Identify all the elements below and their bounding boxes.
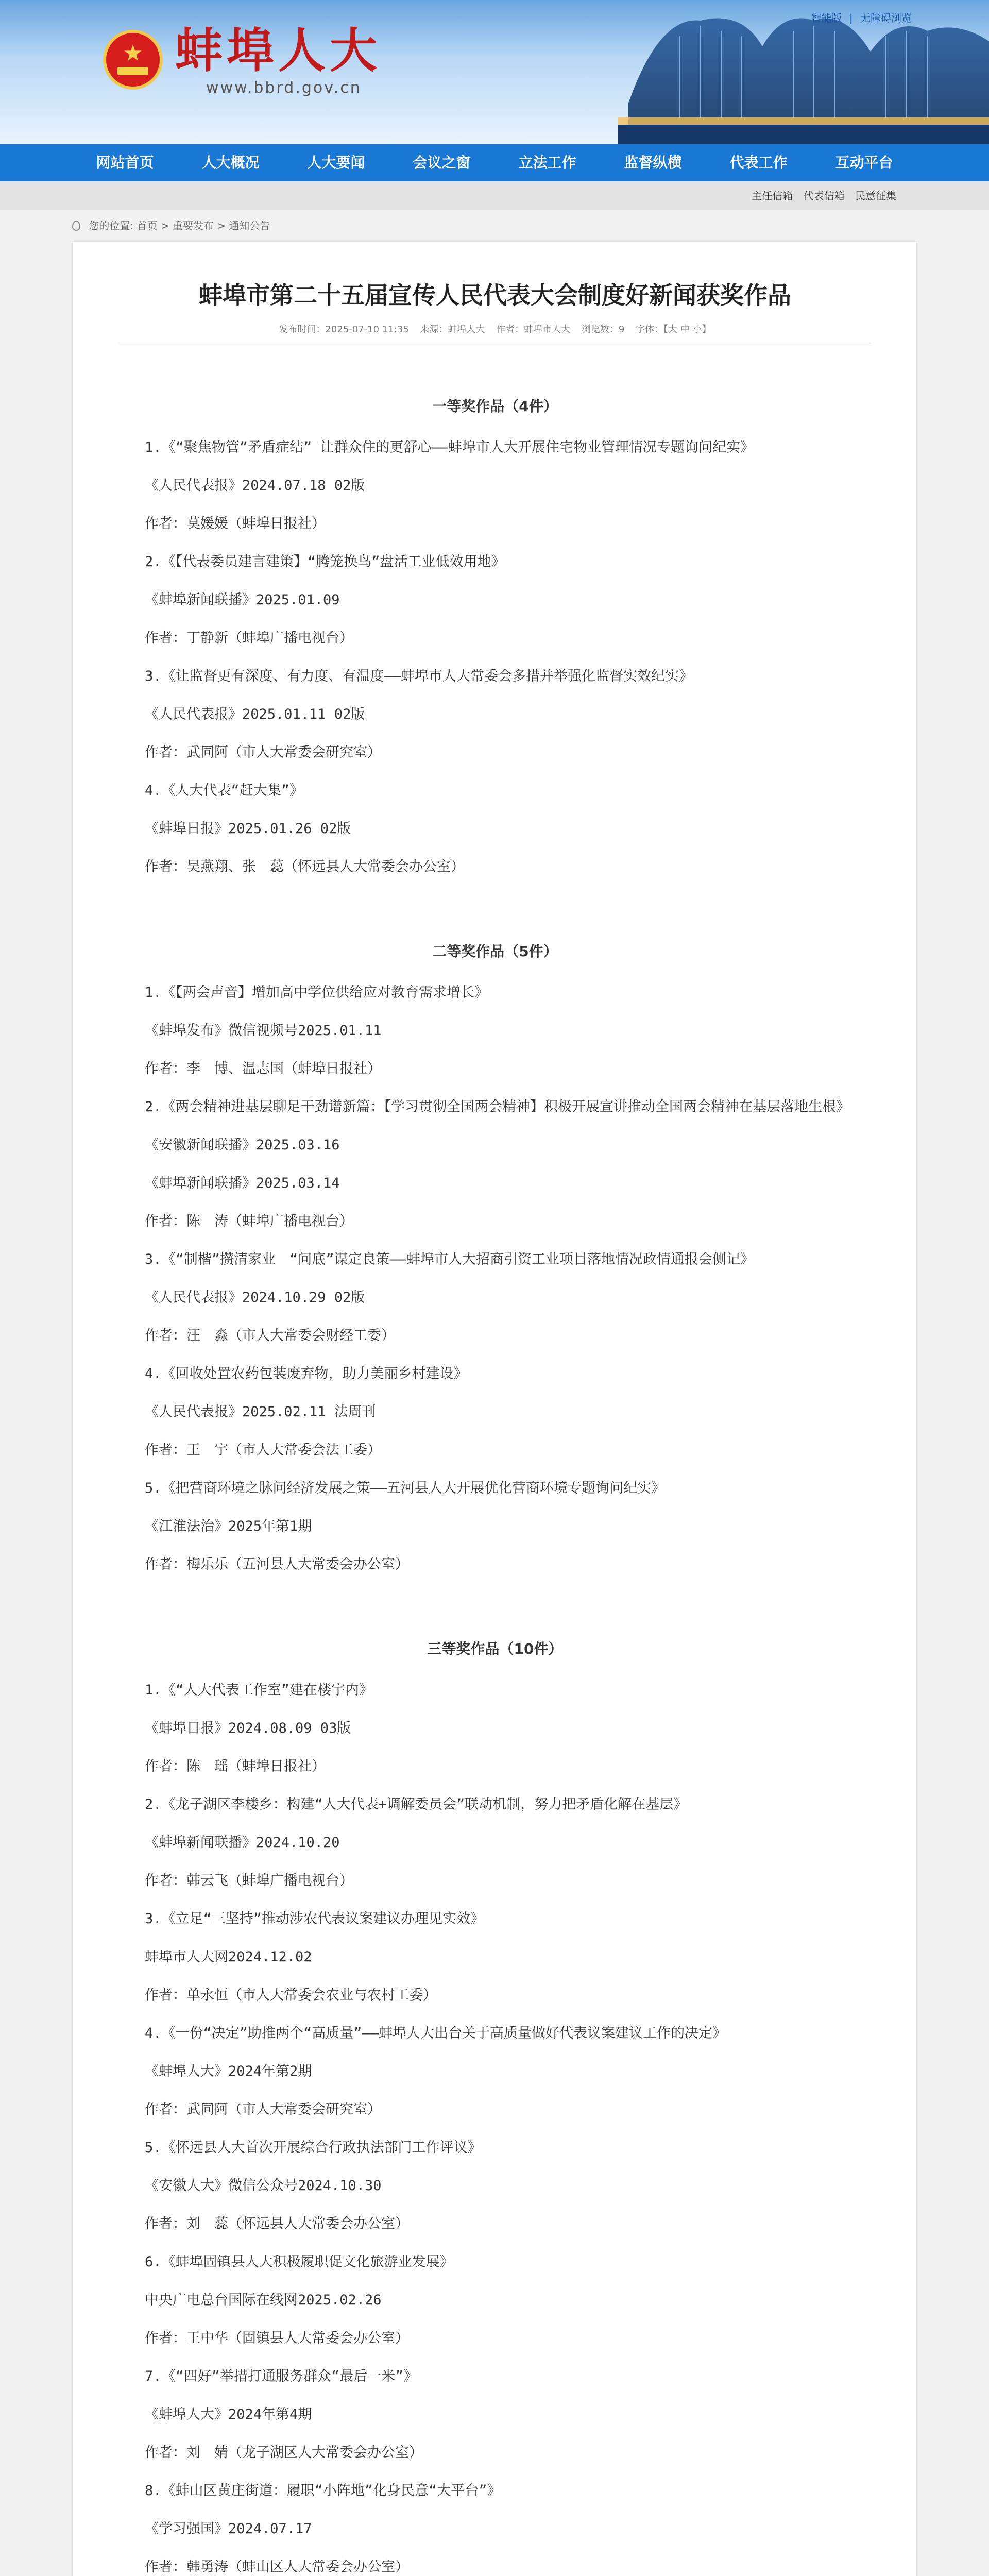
nav-home[interactable]: 网站首页 <box>96 154 154 171</box>
article-title: 蚌埠市第二十五届宣传人民代表大会制度好新闻获奖作品 <box>199 281 791 309</box>
award-entry-line: 5.《把营商环境之脉问经济发展之策——五河县人大开展优化营商环境专题询问纪实》 <box>145 1480 666 1496</box>
award-entry-line: 作者：王 宇（市人大常委会法工委） <box>145 1442 381 1458</box>
site-url: www.bbrd.gov.cn <box>206 79 362 97</box>
nav-news[interactable]: 人大要闻 <box>307 154 365 171</box>
breadcrumb <box>72 216 270 235</box>
section-gap <box>145 1592 845 1639</box>
award-entry-line: 3.《让监督更有深度、有力度、有温度——蚌埠市人大常委会多措并举强化监督实效纪实》 <box>145 668 693 684</box>
award-entry-line: 作者：王中华（固镇县人大常委会办公室） <box>145 2330 409 2346</box>
award-entry-line: 作者：梅乐乐（五河县人大常委会办公室） <box>145 1556 409 1572</box>
award-entry-line: 5.《怀远县人大首次开展综合行政执法部门工作评议》 <box>145 2140 482 2156</box>
award-entry-line: 作者：莫媛媛（蚌埠日报社） <box>145 516 326 532</box>
award-entry-line: 作者：汪 淼（市人大常委会财经工委） <box>145 1328 395 1344</box>
award-entry-line: 4.《人大代表“赶大集”》 <box>145 783 304 799</box>
award-entry-line: 1.《“人大代表工作室”建在楼宇内》 <box>145 1682 373 1698</box>
nav-overview[interactable]: 人大概况 <box>201 154 260 171</box>
award-entry-line: 《人民代表报》2025.02.11 法周刊 <box>145 1404 376 1420</box>
award-entry-line: 7.《“四好”举措打通服务群众“最后一米”》 <box>145 2368 418 2384</box>
breadcrumb-section[interactable]: 重要发布 <box>172 219 214 232</box>
award-entry-line: 《人民代表报》2024.07.18 02版 <box>145 478 365 494</box>
nav-legislation[interactable]: 立法工作 <box>518 154 576 171</box>
award-entry-line: 作者：韩云飞（蚌埠广播电视台） <box>145 1873 353 1889</box>
award-entry-line: 《蚌埠发布》微信视频号2025.01.11 <box>145 1023 382 1039</box>
section-gap <box>145 895 845 941</box>
award-entry-line: 4.《回收处置农药包装废弃物，助力美丽乡村建设》 <box>145 1366 468 1382</box>
award-entry-line: 作者：陈 涛（蚌埠广播电视台） <box>145 1213 353 1229</box>
breadcrumb-sep: > <box>160 219 169 232</box>
city-skyline-banner <box>567 0 989 144</box>
article-card <box>72 241 917 2576</box>
breadcrumb-sep: > <box>217 219 226 232</box>
article-meta <box>73 323 917 336</box>
top-links <box>807 11 912 25</box>
star-icon: ★ <box>123 40 143 66</box>
award-entry-line: 《蚌埠日报》2024.08.09 03版 <box>145 1720 351 1736</box>
award-entry-line: 《安徽新闻联播》2025.03.16 <box>145 1137 340 1153</box>
award-entry-line: 《蚌埠新闻联播》2024.10.20 <box>145 1835 340 1851</box>
main-nav <box>0 144 989 181</box>
award-entry-line: 2.《两会精神进基层聊足干劲谱新篇：【学习贯彻全国两会精神】积极开展宣讲推动全国两会精神在基层落地生根》 <box>145 1099 850 1115</box>
award-entry-line: 作者：单永恒（市人大常委会农业与农村工委） <box>145 1987 437 2003</box>
award-entry-line: 中央广电总台国际在线网2025.02.26 <box>145 2292 382 2308</box>
nav-supervision[interactable]: 监督纵横 <box>624 154 682 171</box>
director-mailbox-link[interactable]: 主任信箱 <box>752 190 793 202</box>
award-entry-line: 《江淮法治》2025年第1期 <box>145 1518 312 1534</box>
award-entry-line: 作者：吴燕翔、张 蕊（怀远县人大常委会办公室） <box>145 859 465 875</box>
award-entry-line: 作者：刘 蕊（怀远县人大常委会办公室） <box>145 2216 409 2232</box>
award-section-heading: 二等奖作品（5件） <box>432 943 558 960</box>
sub-nav <box>0 181 989 210</box>
emblem-base <box>117 67 148 75</box>
award-entry-line: 《人民代表报》2024.10.29 02版 <box>145 1290 365 1306</box>
award-entry-line: 6.《蚌埠固镇县人大积极履职促文化旅游业发展》 <box>145 2254 454 2270</box>
breadcrumb-home[interactable]: 首页 <box>137 219 158 232</box>
award-section-heading: 一等奖作品（4件） <box>432 398 558 415</box>
award-entry-line: 作者：韩勇涛（蚌山区人大常委会办公室） <box>145 2559 409 2575</box>
award-entry-line: 《安徽人大》微信公众号2024.10.30 <box>145 2178 382 2194</box>
public-opinion-link[interactable]: 民意征集 <box>855 190 896 202</box>
nav-interaction[interactable]: 互动平台 <box>835 154 893 171</box>
meta-views: 浏览数：9 <box>581 324 625 335</box>
award-entry-line: 《蚌埠人大》2024年第4期 <box>145 2406 312 2422</box>
meta-font-size[interactable]: 字体：【大 中 小】 <box>636 324 711 335</box>
award-section-heading: 三等奖作品（10件） <box>427 1640 563 1657</box>
award-entry-line: 2.《龙子湖区李楼乡：构建“人大代表+调解委员会”联动机制，努力把矛盾化解在基层》 <box>145 1797 688 1812</box>
award-entry-line: 作者：陈 瑶（蚌埠日报社） <box>145 1758 326 1774</box>
award-entry-line: 《人民代表报》2025.01.11 02版 <box>145 706 365 722</box>
smart-version-link[interactable]: 智能版 <box>811 12 842 24</box>
award-entry-line: 作者：丁静新（蚌埠广播电视台） <box>145 630 353 646</box>
award-entry-line: 蚌埠市人大网2024.12.02 <box>145 1949 312 1965</box>
award-entry-line: 4.《一份“决定”助推两个“高质量”——蚌埠人大出台关于高质量做好代表议案建议工作的决定》 <box>145 2025 727 2041</box>
award-entry-line: 作者：武同阿（市人大常委会研究室） <box>145 744 381 760</box>
award-entry-line: 作者：刘 婧（龙子湖区人大常委会办公室） <box>145 2445 423 2461</box>
article-body <box>145 396 850 2576</box>
award-entry-line: 作者：武同阿（市人大常委会研究室） <box>145 2102 381 2117</box>
award-entry-line: 《蚌埠新闻联播》2025.03.14 <box>145 1175 340 1191</box>
deputy-mailbox-link[interactable]: 代表信箱 <box>803 190 845 202</box>
meta-source: 来源：蚌埠人大 <box>420 324 485 335</box>
award-entry-line: 8.《蚌山区黄庄街道：履职“小阵地”化身民意“大平台”》 <box>145 2483 501 2499</box>
award-entry-line: 《学习强国》2024.07.17 <box>145 2521 312 2537</box>
award-entry-line: 3.《立足“三坚持”推动涉农代表议案建议办理见实效》 <box>145 1911 485 1927</box>
meta-author: 作者：蚌埠市人大 <box>496 324 571 335</box>
nav-deputies[interactable]: 代表工作 <box>729 154 788 171</box>
meta-date: 发布时间：2025-07-10 11:35 <box>279 324 409 335</box>
award-entry-line: 《蚌埠人大》2024年第2期 <box>145 2063 312 2079</box>
breadcrumb-prefix: 您的位置: <box>89 219 134 232</box>
award-entry-line: 1.《【两会声音】增加高中学位供给应对教育需求增长》 <box>145 985 489 1001</box>
award-entry-line: 3.《“制楷”攒清家业 “问底”谋定良策——蚌埠市人大招商引资工业项目落地情况政情通报会侧记》 <box>145 1251 755 1267</box>
nav-meetings[interactable]: 会议之窗 <box>413 154 471 171</box>
top-links-divider: | <box>849 12 853 24</box>
accessibility-link[interactable]: 无障碍浏览 <box>860 12 912 24</box>
award-entry-line: 《蚌埠日报》2025.01.26 02版 <box>145 821 351 837</box>
breadcrumb-current[interactable]: 通知公告 <box>229 219 270 232</box>
award-entry-line: 1.《“聚焦物管”矛盾症结” 让群众住的更舒心——蚌埠市人大开展住宅物业管理情况专题询问纪实》 <box>145 439 755 455</box>
site-header <box>0 0 989 144</box>
national-emblem-logo[interactable] <box>103 30 163 90</box>
award-entry-line: 2.《【代表委员建言建策】“腾笼换鸟”盘活工业低效用地》 <box>145 554 505 570</box>
award-entry-line: 作者：李 博、温志国（蚌埠日报社） <box>145 1061 381 1077</box>
location-pin-icon <box>72 221 80 231</box>
site-title[interactable]: 蚌埠人大 <box>175 23 382 78</box>
award-entry-line: 《蚌埠新闻联播》2025.01.09 <box>145 592 340 608</box>
